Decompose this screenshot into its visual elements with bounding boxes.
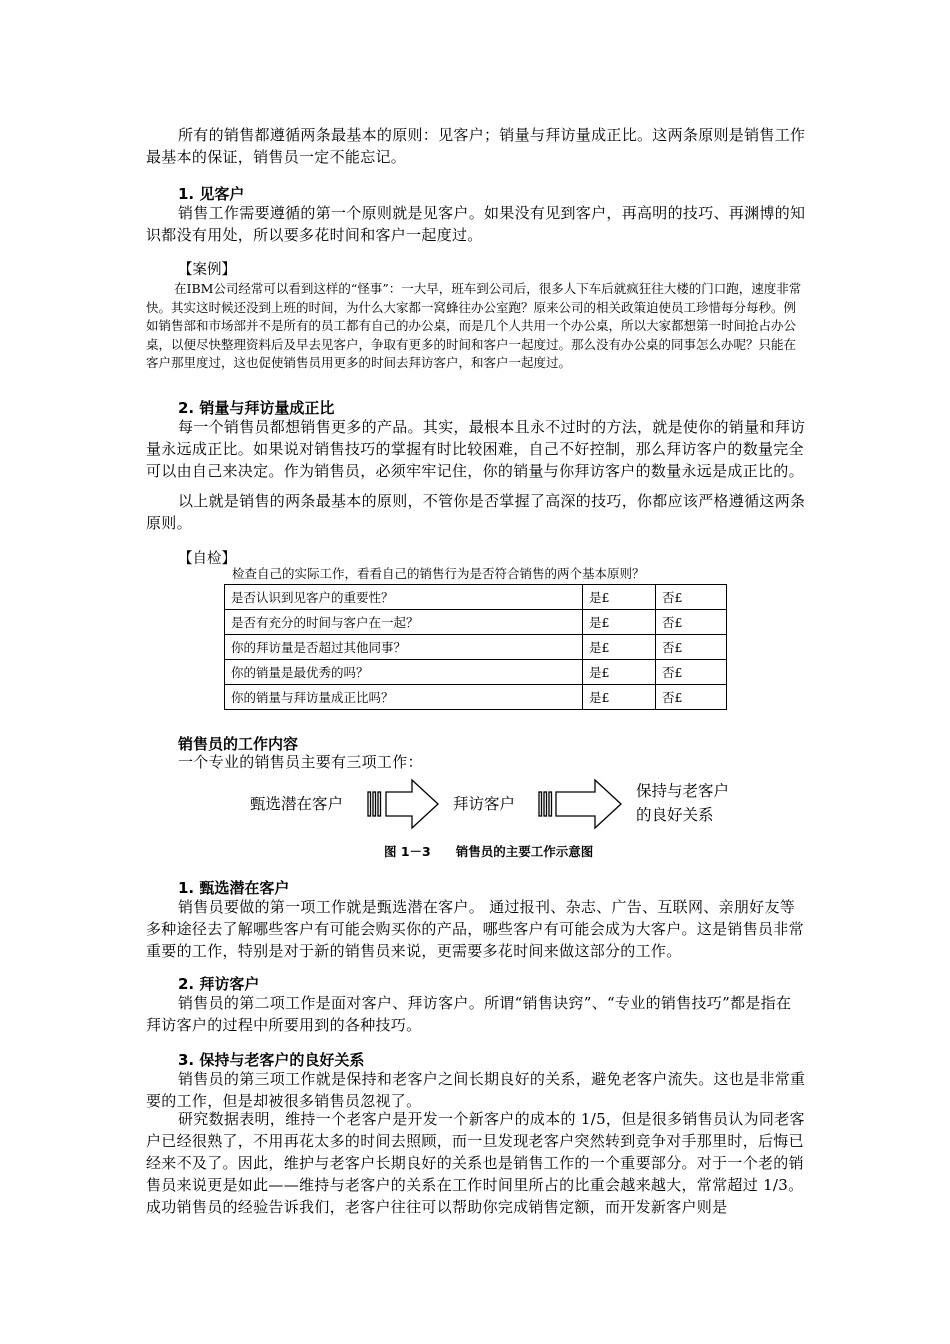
question-cell: 你的拜访量是否超过其他同事？ (225, 635, 583, 660)
table-row (225, 610, 727, 635)
question-cell: 你的销量是最优秀的吗？ (225, 660, 583, 685)
section-heading-screen-prospects: 1. 甄选潜在客户 (178, 879, 290, 897)
section-body-old-customers-research: 研究数据表明，维持一个老客户是开发一个新客户的成本的 1/5，但是很多销售员认为同老客户已经很熟了，不用再花太多的时间去照顾，而一旦发现老客户突然转到竞争对手那里时，后悔已经来不及了。因此，维护与老客户长期良好的关系也是销售工作的一个重要部分。对于一个老的销售员来说更是如此——维持与老客户的关系在工作时间里所占的比重会越来越大，常常超过 1/3。成功销售员的经验告诉我们，老客户往往可以帮助你完成销售定额，而开发新客户则是 (146, 1110, 805, 1216)
figure-caption: 图 1－3 销售员的主要工作示意图 (384, 844, 594, 859)
selfcheck-table (224, 584, 727, 710)
table-row (225, 635, 727, 660)
step-screen-prospects: 甄选潜在客户 (250, 795, 344, 813)
yes-checkbox[interactable]: 是£ (583, 685, 656, 710)
section-heading-meet-customers: 1. 见客户 (178, 185, 245, 203)
question-cell: 是否有充分的时间与客户在一起？ (225, 610, 583, 635)
section-heading-old-customers: 3. 保持与老客户的良好关系 (178, 1051, 365, 1069)
yes-checkbox[interactable]: 是£ (583, 610, 656, 635)
yes-checkbox[interactable]: 是£ (583, 635, 656, 660)
arrow-2 (539, 780, 621, 828)
no-checkbox[interactable]: 否£ (656, 635, 727, 660)
section-summary: 以上就是销售的两条最基本的原则，不管你是否掌握了高深的技巧，你都应该严格遵循这两条原则。 (146, 492, 806, 532)
section-heading-work-content: 销售员的工作内容 (178, 735, 299, 753)
step-maintain-relations-line1: 保持与老客户 (636, 782, 730, 800)
arrow-1 (368, 780, 438, 828)
question-cell: 你的销量与拜访量成正比吗？ (225, 685, 583, 710)
section-body-sales-visits: 每一个销售员都想销售更多的产品。其实，最根本且永不过时的方法，就是使你的销量和拜访量永远成正比。如果说对销售技巧的掌握有时比较困难，自己不好控制，那么拜访客户的数量完全可以由自己来决定。作为销售员，必须牢牢记住，你的销量与你拜访客户的数量永远是成正比的。 (146, 418, 806, 480)
case-tag: 【案例】 (178, 262, 236, 278)
step-visit-customers: 拜访客户 (453, 795, 516, 813)
table-row (225, 685, 727, 710)
no-checkbox[interactable]: 否£ (656, 585, 727, 610)
section-body-visit-customers: 销售员的第二项工作是面对客户、拜访客户。所谓“销售诀窍”、“专业的销售技巧”都是指在拜访客户的过程中所要用到的各种技巧。 (146, 994, 792, 1034)
table-row (225, 660, 727, 685)
no-checkbox[interactable]: 否£ (656, 610, 727, 635)
section-heading-sales-visits: 2. 销量与拜访量成正比 (178, 399, 335, 417)
no-checkbox[interactable]: 否£ (656, 685, 727, 710)
step-maintain-relations-line2: 的良好关系 (636, 806, 714, 824)
section-body-screen-prospects: 销售员要做的第一项工作就是甄选潜在客户。 通过报刊、杂志、广告、互联网、亲朋好友等多种途径去了解哪些客户有可能会购买你的产品，哪些客户有可能会成为大客户。这是销售员非常重要的工作，特别是对于新的销售员来说，更需要多花时间来做这部分的工作。 (146, 898, 804, 960)
yes-checkbox[interactable]: 是£ (583, 660, 656, 685)
section-body-old-customers: 销售员的第三项工作就是保持和老客户之间长期良好的关系，避免老客户流失。这也是非常重要的工作，但是却被很多销售员忽视了。 (146, 1070, 806, 1110)
yes-checkbox[interactable]: 是£ (583, 585, 656, 610)
table-row (225, 585, 727, 610)
section-body-meet-customers: 销售工作需要遵循的第一个原则就是见客户。如果没有见到客户，再高明的技巧、再渊博的知识都没有用处，所以要多花时间和客户一起度过。 (146, 204, 806, 244)
selfcheck-tag: 【自检】 (178, 551, 236, 567)
section-heading-visit-customers: 2. 拜访客户 (178, 975, 260, 993)
question-cell: 是否认识到见客户的重要性？ (225, 585, 583, 610)
work-intro: 一个专业的销售员主要有三项工作： (178, 753, 423, 771)
no-checkbox[interactable]: 否£ (656, 660, 727, 685)
intro-paragraph: 所有的销售都遵循两条最基本的原则：见客户；销量与拜访量成正比。这两条原则是销售工作最基本的保证，销售员一定不能忘记。 (146, 126, 806, 166)
workflow-diagram (240, 772, 760, 832)
case-body: 在IBM公司经常可以看到这样的“怪事”：一大早，班车到公司后，很多人下车后就疯狂往大楼的门口跑，速度非常快。其实这时候还没到上班的时间，为什么大家都一窝蜂往办公室跑？原来公司的相关政策迫使员工珍惜每分每秒。例如销售部和市场部并不是所有的员工都有自己的办公桌，而是几个人共用一个办公桌，所以大家都想第一时间抢占办公桌，以便尽快整理资料后及早去见客户，争取有更多的时间和客户一起度过。那么没有办公桌的同事怎么办呢？只能在客户那里度过，这也促使销售员用更多的时间去拜访客户，和客户一起度过。 (146, 281, 802, 370)
selfcheck-instruction: 检查自己的实际工作，看看自己的销售行为是否符合销售的两个基本原则？ (232, 566, 645, 581)
